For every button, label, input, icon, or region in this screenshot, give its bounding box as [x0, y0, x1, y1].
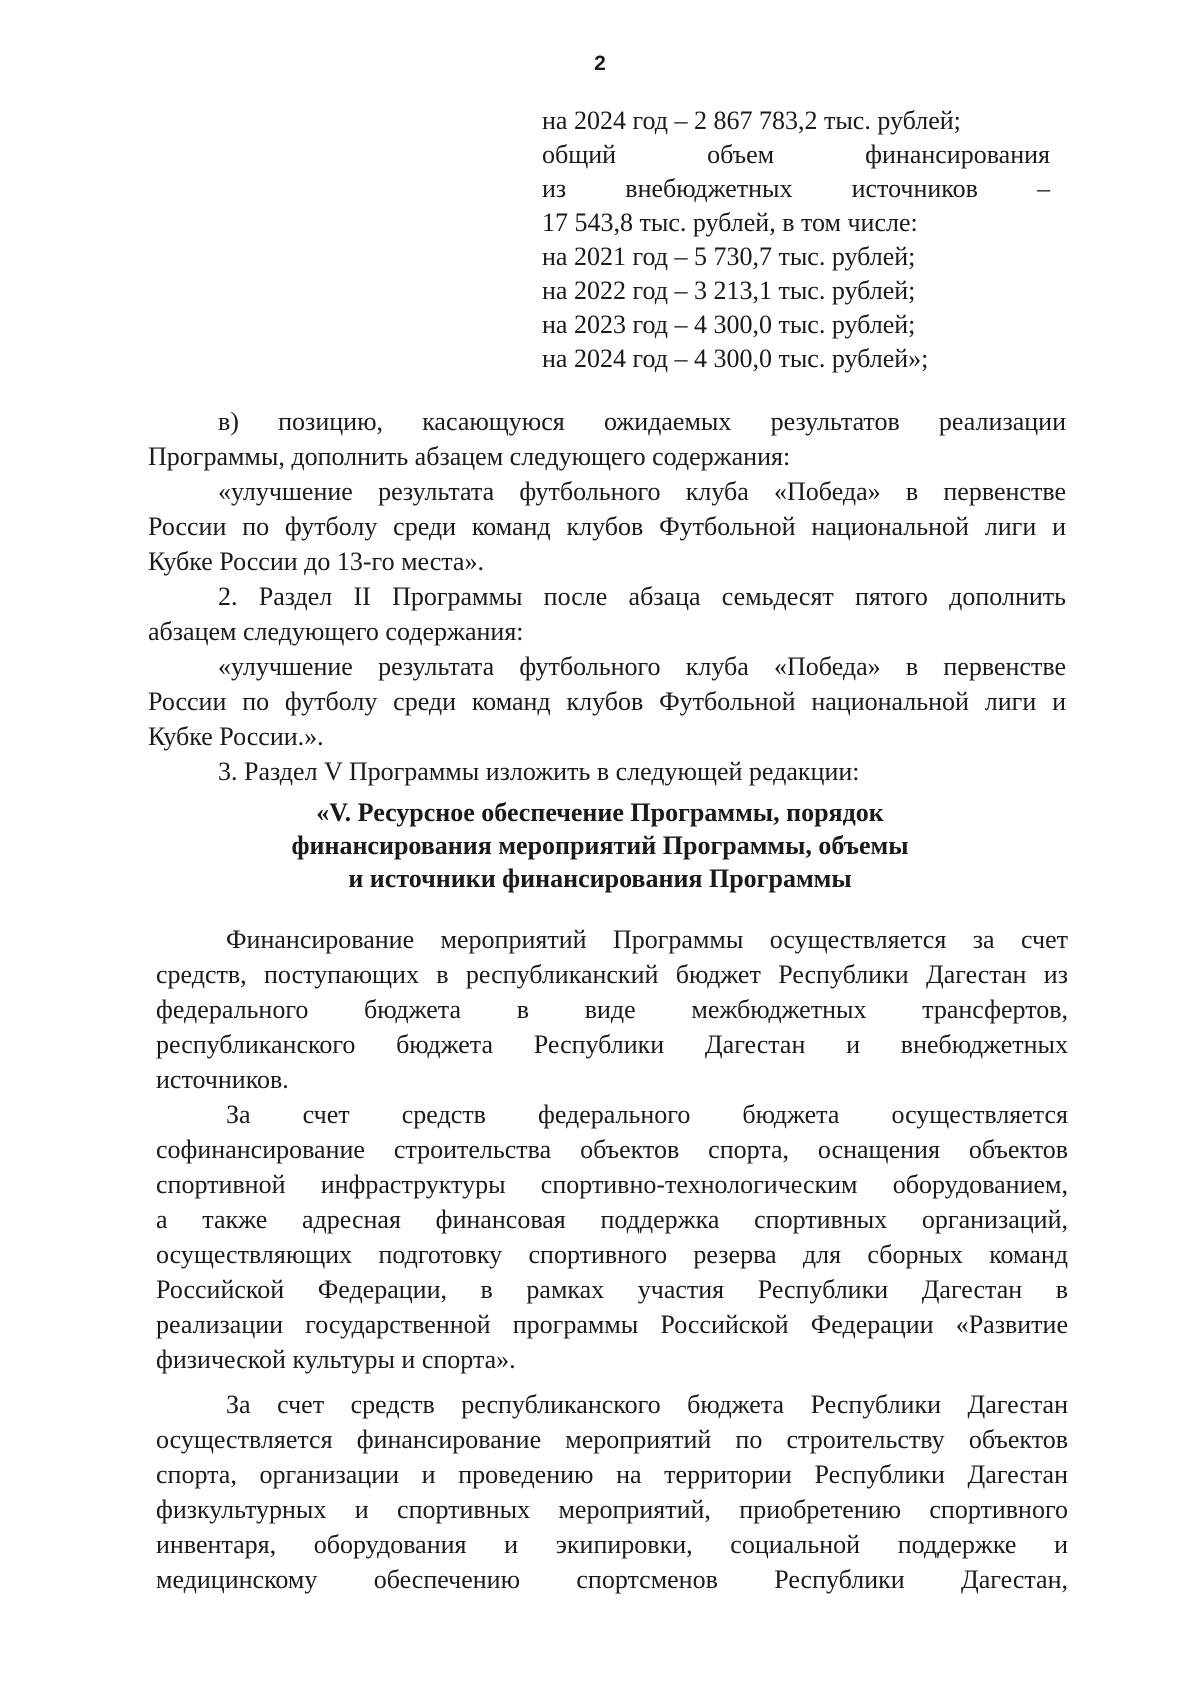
paragraph-line: спорта, организации и проведению на территории Республики Дагестан — [156, 1460, 1068, 1489]
financing-line: 17 543,8 тыс. рублей, в том числе: — [542, 208, 918, 237]
paragraph-line: осуществляется финансирование мероприятий по строительству объектов — [156, 1425, 1068, 1454]
paragraph-line: источников. — [156, 1065, 289, 1094]
paragraph-line: Финансирование мероприятий Программы осуществляется за счет — [226, 925, 1068, 954]
heading-line: финансирования мероприятий Программы, объемы — [291, 831, 909, 860]
paragraph-line: спортивной инфраструктуры спортивно-технологическим оборудованием, — [156, 1170, 1068, 1199]
paragraph-line: софинансирование строительства объектов спорта, оснащения объектов — [156, 1135, 1068, 1164]
paragraph-line: физической культуры и спорта». — [156, 1345, 516, 1374]
heading-line: «V. Ресурсное обеспечение Программы, порядок — [316, 798, 884, 827]
page-number: 2 — [594, 52, 606, 75]
quote-line: «улучшение результата футбольного клуба «Победа» в первенстве — [218, 477, 1066, 506]
paragraph-financing-sources — [156, 922, 1068, 1097]
heading-line: и источники финансирования Программы — [348, 864, 852, 893]
financing-line: на 2022 год – 3 213,1 тыс. рублей; — [542, 276, 916, 305]
paragraph-line: средств, поступающих в республиканский бюджет Республики Дагестан из — [156, 960, 1068, 989]
paragraph-line: реализации государственной программы Российской Федерации «Развитие — [156, 1310, 1068, 1339]
paragraph-line: За счет средств федерального бюджета осуществляется — [226, 1100, 1068, 1129]
financing-line: на 2023 год – 4 300,0 тыс. рублей; — [542, 310, 916, 339]
paragraph-line: республиканского бюджета Республики Дагестан и внебюджетных — [156, 1030, 1068, 1059]
paragraph-federal-budget — [156, 1097, 1068, 1377]
amendment-line: в) позицию, касающуюся ожидаемых результатов реализации — [218, 407, 1066, 436]
paragraph-line: а также адресная финансовая поддержка спортивных организаций, — [156, 1205, 1068, 1234]
quote-line: России по футболу среди команд клубов Футбольной национальной лиги и — [148, 512, 1066, 541]
amendment-line: абзацем следующего содержания: — [148, 617, 524, 646]
paragraph-line: федерального бюджета в виде межбюджетных трансфертов, — [156, 995, 1068, 1024]
amendments-block — [148, 404, 1066, 789]
financing-line: на 2024 год – 4 300,0 тыс. рублей»; — [542, 344, 929, 373]
quote-line: Кубке России до 13-го места». — [148, 547, 484, 576]
quote-line: Кубке России.». — [148, 722, 324, 751]
financing-line: общий объем финансирования — [542, 140, 1050, 169]
amendment-line: Программы, дополнить абзацем следующего содержания: — [148, 442, 791, 471]
paragraph-line: осуществляющих подготовку спортивного резерва для сборных команд — [156, 1240, 1068, 1269]
paragraph-line: инвентаря, оборудования и экипировки, социальной поддержке и — [156, 1530, 1068, 1559]
quote-line: России по футболу среди команд клубов Футбольной национальной лиги и — [148, 687, 1066, 716]
quote-line: «улучшение результата футбольного клуба «Победа» в первенстве — [218, 652, 1066, 681]
paragraph-line: Российской Федерации, в рамках участия Республики Дагестан в — [156, 1275, 1068, 1304]
financing-line: из внебюджетных источников – — [542, 174, 1050, 203]
amendment-line: 3. Раздел V Программы изложить в следующей редакции: — [218, 757, 860, 786]
paragraph-line: За счет средств республиканского бюджета Республики Дагестан — [226, 1390, 1068, 1419]
paragraph-line: медицинскому обеспечению спортсменов Республики Дагестан, — [156, 1565, 1068, 1594]
financing-line: на 2021 год – 5 730,7 тыс. рублей; — [542, 242, 916, 271]
financing-block — [542, 104, 1050, 376]
paragraph-republican-budget — [156, 1387, 1068, 1597]
section-body — [156, 922, 1068, 1597]
section-heading — [150, 796, 1050, 895]
paragraph-line: физкультурных и спортивных мероприятий, приобретению спортивного — [156, 1495, 1068, 1524]
financing-line: на 2024 год – 2 867 783,2 тыс. рублей; — [542, 106, 961, 135]
amendment-line: 2. Раздел II Программы после абзаца семьдесят пятого дополнить — [218, 582, 1066, 611]
